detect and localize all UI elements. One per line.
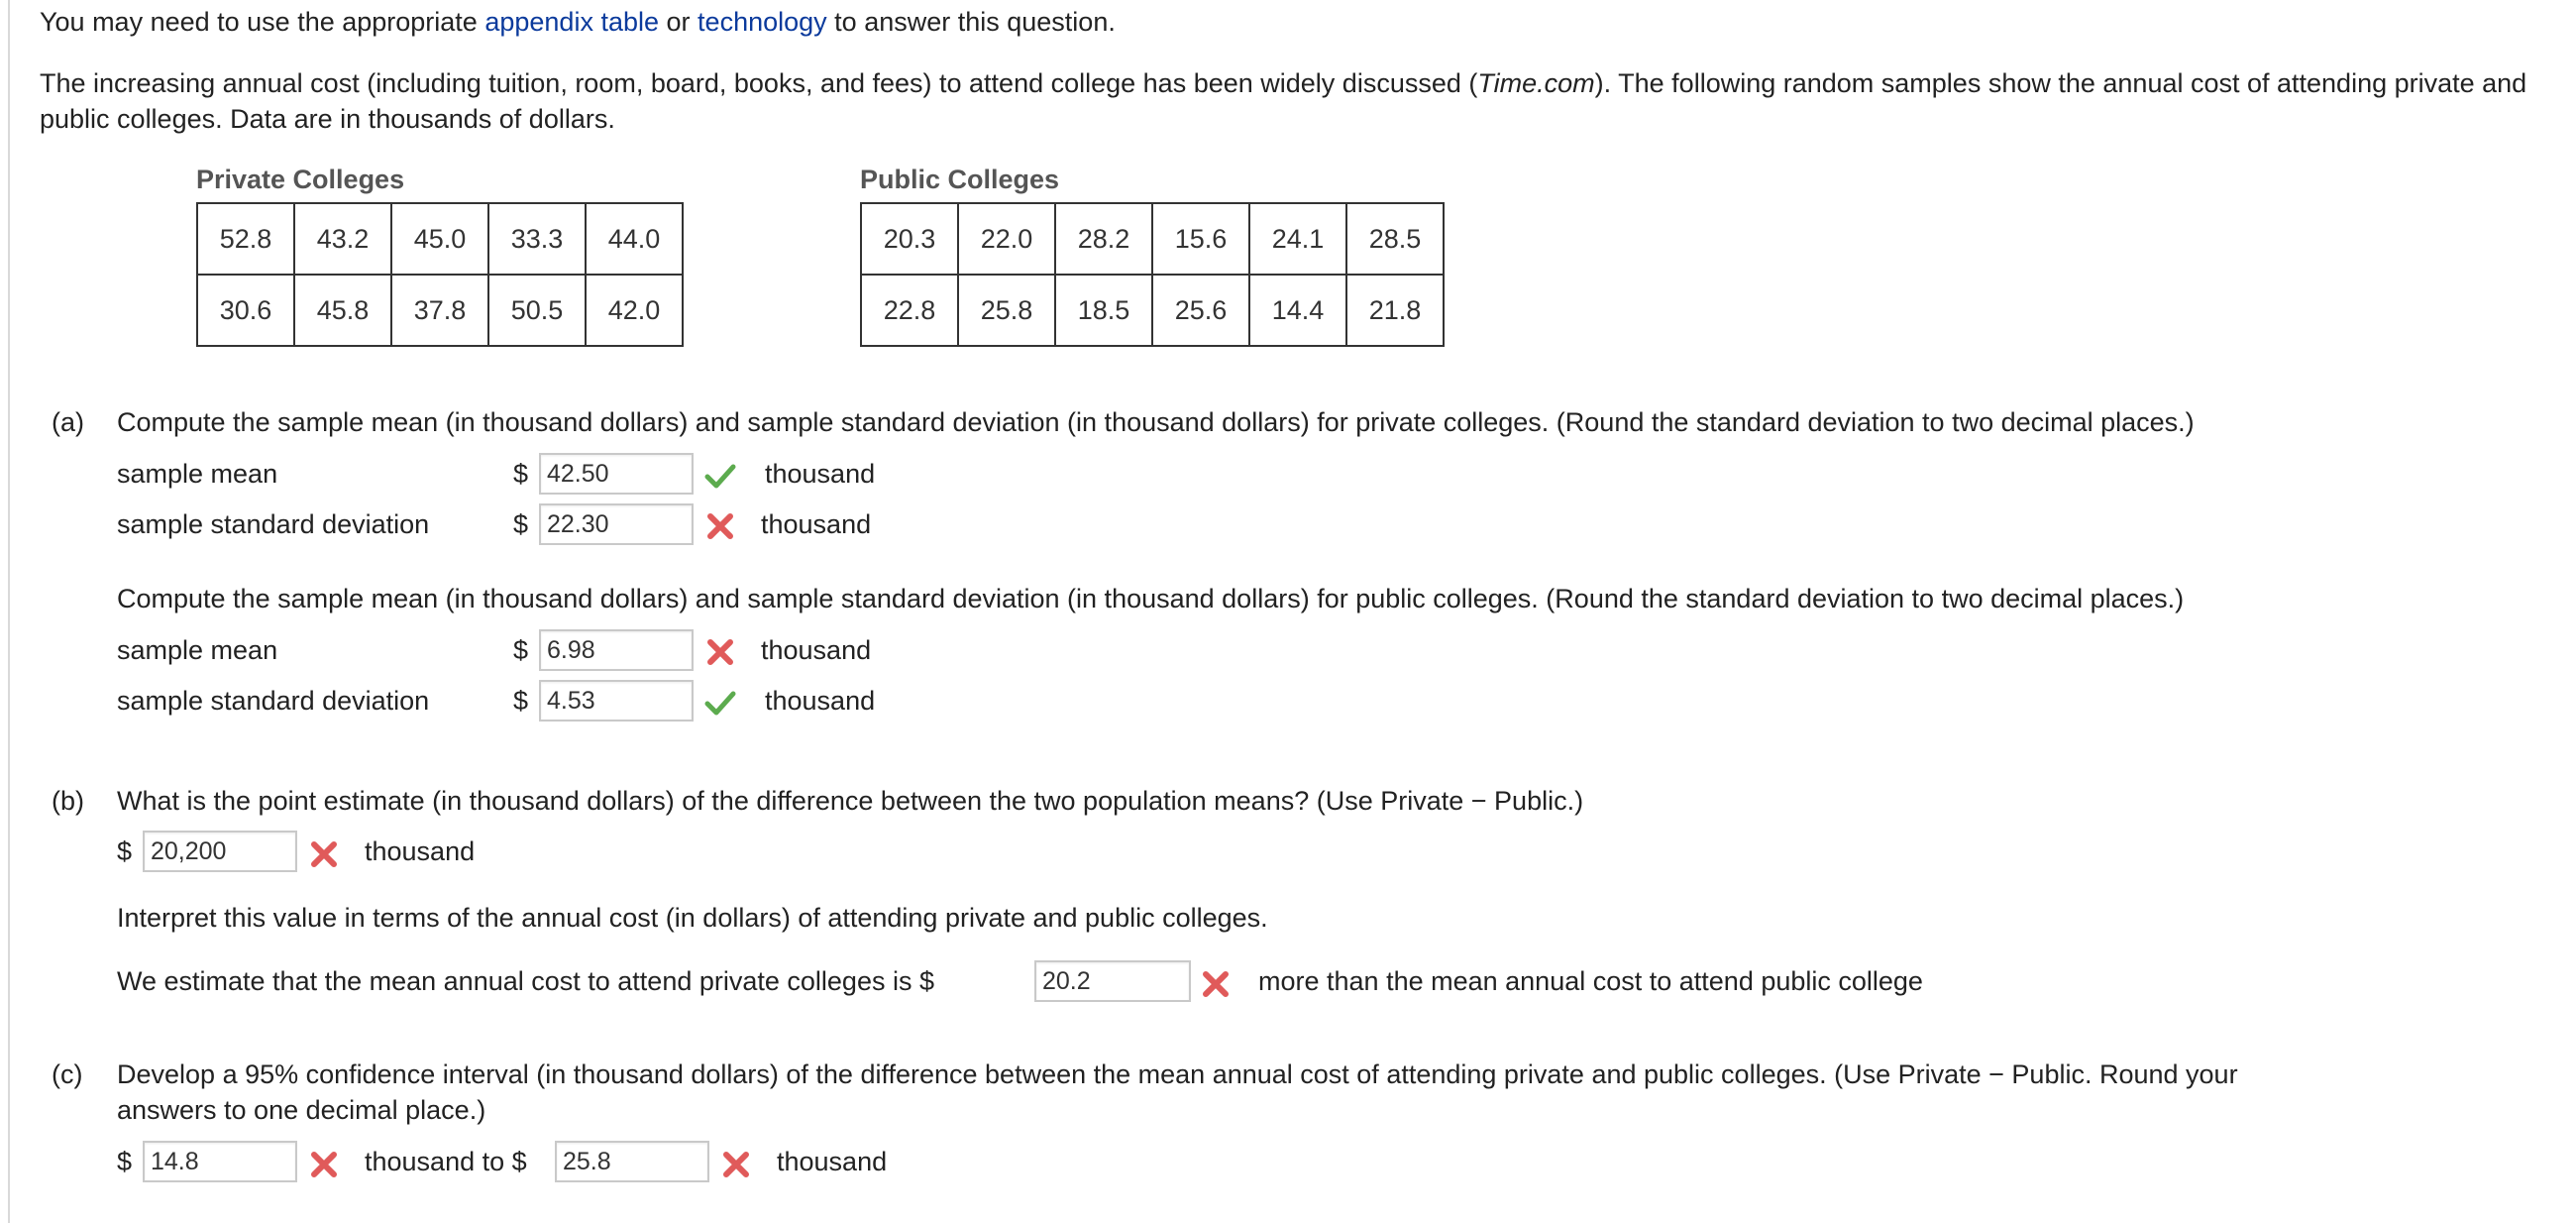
table-cell: 28.2 bbox=[1055, 203, 1152, 275]
table-cell: 42.0 bbox=[586, 275, 683, 346]
interpret-prompt: Interpret this value in terms of the annual cost (in dollars) of attending private and public colleges. bbox=[117, 903, 1268, 933]
incorrect-x-icon bbox=[703, 509, 737, 543]
public-mean-label: sample mean bbox=[117, 635, 278, 665]
table-cell: 28.5 bbox=[1346, 203, 1444, 275]
correct-check-icon bbox=[703, 686, 737, 720]
public-colleges-title: Public Colleges bbox=[860, 165, 1060, 194]
intro-suffix: to answer this question. bbox=[834, 7, 1116, 37]
incorrect-x-icon bbox=[703, 635, 737, 669]
table-cell: 45.0 bbox=[391, 203, 488, 275]
unit-thousand: thousand bbox=[761, 635, 872, 665]
part-c-question-line2: answers to one decimal place.) bbox=[117, 1095, 486, 1125]
public-sd-label: sample standard deviation bbox=[117, 686, 430, 716]
table-cell: 50.5 bbox=[488, 275, 586, 346]
part-a-question-public: Compute the sample mean (in thousand dollars) and sample standard deviation (in thousand dollars) for public colleges. (Round the standard deviation to two decimal places.) bbox=[117, 584, 2185, 613]
table-cell: 45.8 bbox=[294, 275, 391, 346]
part-c-question-line1: Develop a 95% confidence interval (in thousand dollars) of the difference between the mean annual cost of attending private and public colleges. (Use Private − Public. Round your bbox=[117, 1059, 2238, 1089]
part-a-letter: (a) bbox=[52, 407, 84, 437]
dollar-sign: $ bbox=[513, 686, 529, 716]
table-cell: 44.0 bbox=[586, 203, 683, 275]
private-mean-label: sample mean bbox=[117, 459, 278, 489]
unit-thousand: thousand bbox=[365, 836, 476, 866]
table-cell: 30.6 bbox=[197, 275, 294, 346]
incorrect-x-icon bbox=[719, 1148, 753, 1181]
part-b-letter: (b) bbox=[52, 786, 84, 816]
private-colleges-table bbox=[196, 202, 684, 347]
problem-paragraph: The increasing annual cost (including tuition, room, board, books, and fees) to attend college has been widely discussed (Time.com). The following random samples show the annual cost of attending private and public colleges. Data are in thousands of dollars. bbox=[40, 68, 2527, 134]
unit-thousand: thousand bbox=[761, 509, 872, 539]
dollar-sign: $ bbox=[513, 635, 529, 665]
intro-line bbox=[40, 4, 1116, 40]
table-cell: 22.8 bbox=[861, 275, 958, 346]
table-cell: 25.6 bbox=[1152, 275, 1249, 346]
intro-prefix: You may need to use the appropriate bbox=[40, 7, 478, 37]
table-cell: 15.6 bbox=[1152, 203, 1249, 275]
public-sd-input[interactable] bbox=[539, 680, 694, 722]
unit-thousand: thousand bbox=[765, 459, 876, 489]
private-mean-input[interactable] bbox=[539, 453, 694, 495]
ci-lower-input[interactable] bbox=[143, 1141, 297, 1182]
source-citation: Time.com bbox=[1477, 68, 1595, 98]
unit-thousand: thousand bbox=[765, 686, 876, 716]
intro-or: or bbox=[666, 7, 691, 37]
ci-upper-input[interactable] bbox=[555, 1141, 709, 1182]
unit-thousand: thousand bbox=[777, 1147, 888, 1176]
table-cell: 24.1 bbox=[1249, 203, 1346, 275]
dollar-sign: $ bbox=[117, 1147, 133, 1176]
table-cell: 33.3 bbox=[488, 203, 586, 275]
table-cell: 14.4 bbox=[1249, 275, 1346, 346]
private-colleges-title: Private Colleges bbox=[196, 165, 405, 194]
part-c-letter: (c) bbox=[52, 1059, 83, 1089]
correct-check-icon bbox=[703, 459, 737, 493]
table-cell: 22.0 bbox=[958, 203, 1055, 275]
private-sd-input[interactable] bbox=[539, 503, 694, 545]
incorrect-x-icon bbox=[307, 837, 341, 871]
part-a-question-private: Compute the sample mean (in thousand dollars) and sample standard deviation (in thousand dollars) for private colleges. (Round the standard deviation to two decimal places.) bbox=[117, 407, 2195, 437]
table-cell: 18.5 bbox=[1055, 275, 1152, 346]
point-estimate-input[interactable] bbox=[143, 831, 297, 872]
appendix-table-link[interactable]: appendix table bbox=[484, 7, 659, 37]
part-b-question: What is the point estimate (in thousand dollars) of the difference between the two population means? (Use Private − Public.) bbox=[117, 786, 1584, 816]
ci-mid-text: thousand to $ bbox=[365, 1147, 527, 1176]
dollar-sign: $ bbox=[117, 836, 133, 866]
table-row bbox=[861, 275, 1444, 346]
private-sd-label: sample standard deviation bbox=[117, 509, 430, 539]
public-colleges-table bbox=[860, 202, 1445, 347]
public-mean-input[interactable] bbox=[539, 629, 694, 671]
table-cell: 25.8 bbox=[958, 275, 1055, 346]
table-cell: 43.2 bbox=[294, 203, 391, 275]
incorrect-x-icon bbox=[1199, 967, 1233, 1001]
interpret-value-input[interactable] bbox=[1034, 960, 1191, 1002]
table-row bbox=[861, 203, 1444, 275]
table-row bbox=[197, 275, 683, 346]
table-cell: 20.3 bbox=[861, 203, 958, 275]
table-cell: 37.8 bbox=[391, 275, 488, 346]
dollar-sign: $ bbox=[513, 459, 529, 489]
incorrect-x-icon bbox=[307, 1148, 341, 1181]
table-cell: 21.8 bbox=[1346, 275, 1444, 346]
table-cell: 52.8 bbox=[197, 203, 294, 275]
dollar-sign: $ bbox=[513, 509, 529, 539]
interpret-sentence-start: We estimate that the mean annual cost to attend private colleges is $ bbox=[117, 966, 934, 996]
page-border bbox=[8, 0, 10, 1223]
technology-link[interactable]: technology bbox=[698, 7, 827, 37]
table-row bbox=[197, 203, 683, 275]
interpret-sentence-end: more than the mean annual cost to attend public college bbox=[1258, 966, 1923, 996]
